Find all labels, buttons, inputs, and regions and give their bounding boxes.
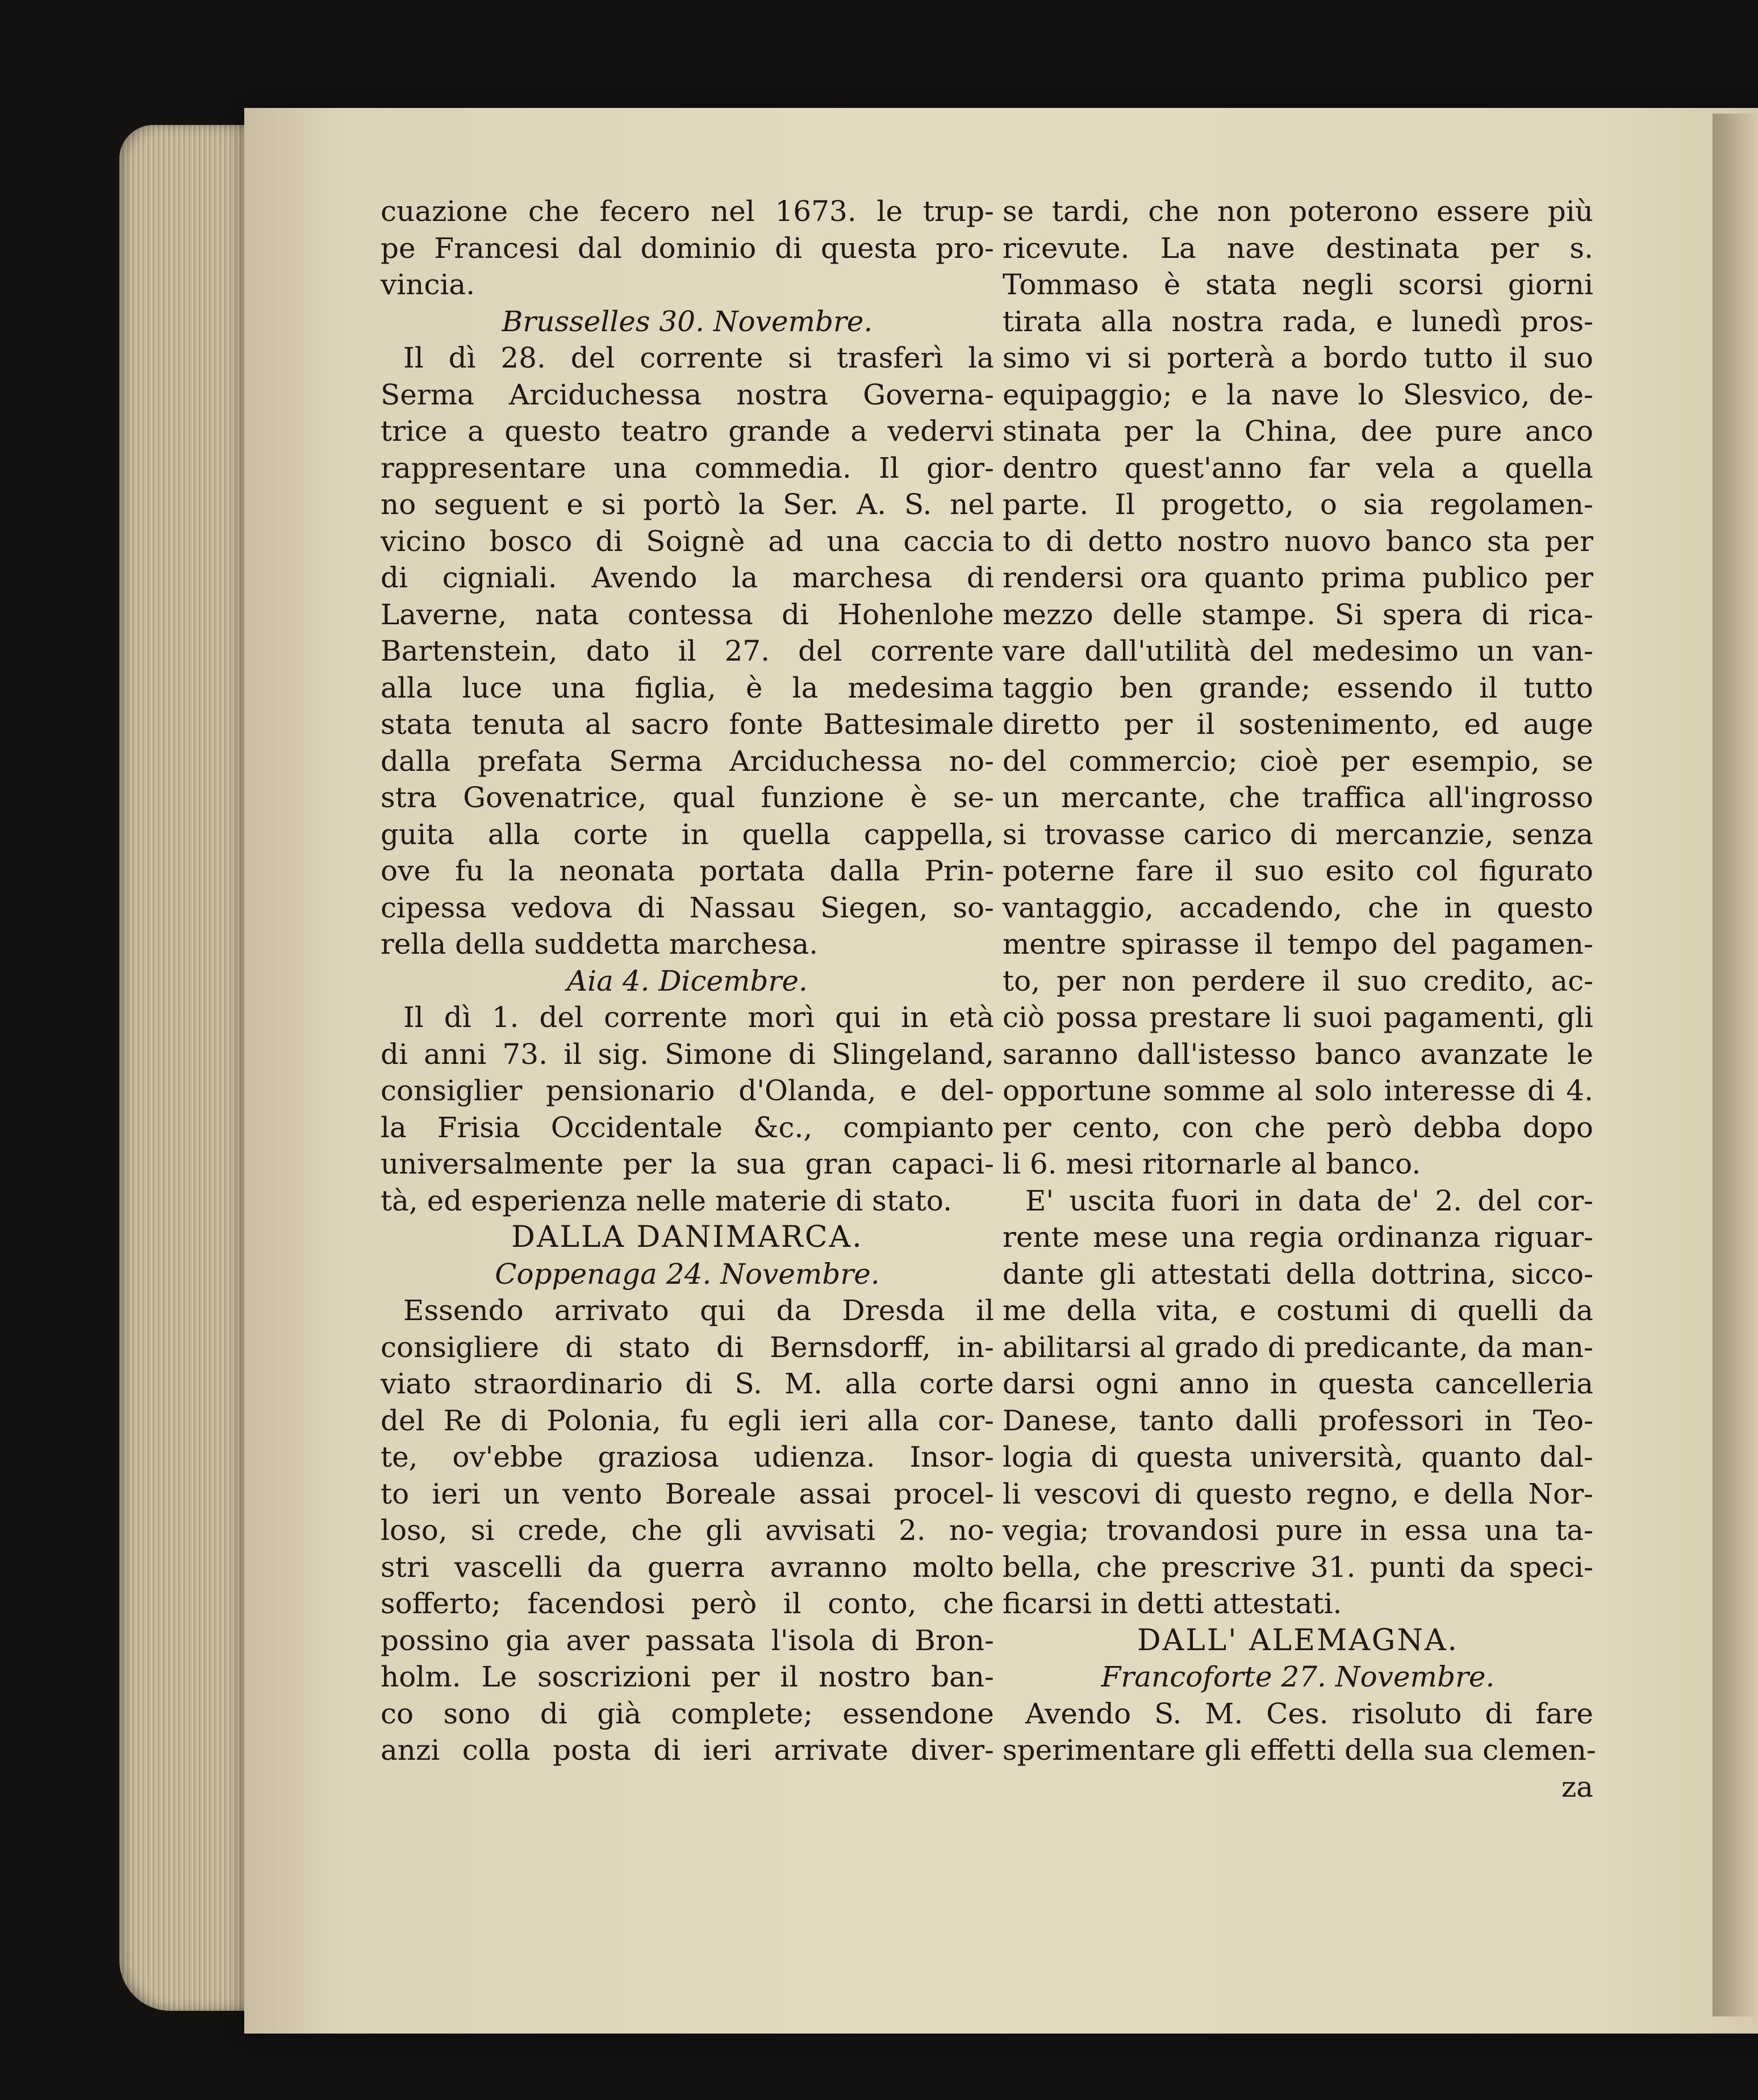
text-line: stri vascelli da guerra avranno molto	[381, 1550, 994, 1584]
text-line: Danese, tanto dalli professori in Teo-	[1003, 1404, 1593, 1437]
text-line: consigliere di stato di Bernsdorff, in-	[381, 1330, 994, 1364]
text-line: rella della suddetta marchesa.	[381, 928, 819, 961]
text-line: Serma Arciduchessa nostra Governa-	[381, 378, 994, 411]
text-line: pe Francesi dal dominio di questa pro-	[381, 231, 994, 265]
text-line: loso, si crede, che gli avvisati 2. no-	[381, 1514, 994, 1547]
text-line: un mercante, che traffica all'ingrosso	[1003, 781, 1593, 814]
text-line: sperimentare gli effetti della sua clemen-	[1003, 1734, 1596, 1767]
text-line: vegia; trovandosi pure in essa una ta-	[1003, 1514, 1593, 1547]
text-line: to, per non perdere il suo credito, ac-	[1003, 964, 1593, 997]
dateline-aia: Aia 4. Dicembre.	[567, 964, 808, 997]
text-line: dentro quest'anno far vela a quella	[1003, 451, 1593, 485]
text-line: li 6. mesi ritornarle al banco.	[1003, 1147, 1421, 1180]
text-line: dalla prefata Serma Arciduchessa no-	[381, 744, 994, 778]
text-line: abilitarsi al grado di predicante, da man-	[1003, 1330, 1593, 1364]
text-line: ciò possa prestare li suoi pagamenti, gli	[1003, 1001, 1593, 1034]
text-line: li vescovi di questo regno, e della Nor-	[1003, 1477, 1593, 1510]
dateline-coppenaga: Coppenaga 24. Novembre.	[495, 1257, 880, 1291]
text-line: del Re di Polonia, fu egli ieri alla cor-	[381, 1404, 994, 1437]
text-line: la Frisia Occidentale &c., compianto	[381, 1110, 994, 1144]
dateline-francoforte: Francoforte 27. Novembre.	[1101, 1660, 1495, 1693]
text-line: universalmente per la sua gran capaci-	[381, 1147, 994, 1180]
left-column	[381, 193, 994, 1769]
text-line: Tommaso è stata negli scorsi giorni	[1003, 268, 1593, 301]
text-line: vincia.	[381, 268, 475, 301]
text-line: Avendo S. M. Ces. risoluto di fare	[1025, 1697, 1593, 1730]
text-line: Bartenstein, dato il 27. del corrente	[381, 634, 994, 667]
text-line: no seguent e si portò la Ser. A. S. nel	[381, 488, 994, 521]
page-edges	[119, 125, 250, 2011]
text-line: tà, ed esperienza nelle materie di stato.	[381, 1184, 952, 1217]
text-line: rendersi ora quanto prima publico per	[1003, 561, 1593, 594]
text-line: holm. Le soscrizioni per il nostro ban-	[381, 1660, 994, 1693]
text-line: vantaggio, accadendo, che in questo	[1003, 891, 1593, 924]
text-line: Essendo arrivato qui da Dresda il	[403, 1294, 994, 1327]
text-line: cuazione che fecero nel 1673. le trup-	[381, 195, 994, 228]
text-line: cipessa vedova di Nassau Siegen, so-	[381, 891, 994, 924]
text-line: tirata alla nostra rada, e lunedì pros-	[1003, 304, 1593, 338]
text-line: stra Govenatrice, qual funzione è se-	[381, 781, 994, 814]
text-line: te, ov'ebbe graziosa udienza. Insor-	[381, 1441, 994, 1473]
text-line: equipaggio; e la nave lo Slesvico, de-	[1003, 378, 1593, 411]
text-line: del commercio; cioè per esempio, se	[1003, 744, 1593, 778]
text-line: si trovasse carico di mercanzie, senza	[1003, 817, 1593, 851]
text-line: E' uscita fuori in data de' 2. del cor-	[1025, 1184, 1593, 1217]
text-line: stinata per la China, dee pure anco	[1003, 415, 1593, 448]
text-line: to ieri un vento Boreale assai procel-	[381, 1477, 994, 1510]
text-line: me della vita, e costumi di quelli da	[1003, 1294, 1593, 1327]
text-line: se tardi, che non poterono essere più	[1003, 195, 1593, 228]
text-line: di anni 73. il sig. Simone di Slingeland,	[381, 1037, 994, 1071]
catchword: za	[1561, 1770, 1593, 1803]
dateline-brussels: Brusselles 30. Novembre.	[502, 304, 873, 338]
text-line: co sono di già complete; essendone	[381, 1697, 994, 1730]
text-line: saranno dall'istesso banco avanzate le	[1003, 1037, 1593, 1071]
text-line: sofferto; facendosi però il conto, che	[381, 1587, 994, 1620]
text-line: logia di questa università, quanto dal-	[1003, 1441, 1593, 1473]
text-line: Laverne, nata contessa di Hohenlohe	[381, 598, 994, 631]
text-line: taggio ben grande; essendo il tutto	[1003, 671, 1593, 704]
text-line: Il dì 1. del corrente morì qui in età	[403, 1001, 994, 1034]
text-line: Il dì 28. del corrente si trasferì la	[403, 341, 994, 374]
text-line: vicino bosco di Soignè ad una caccia	[381, 524, 994, 558]
text-line: rappresentare una commedia. Il gior-	[381, 451, 994, 485]
text-line: viato straordinario di S. M. alla corte	[381, 1367, 994, 1400]
text-line: possino gia aver passata l'isola di Bron-	[381, 1623, 994, 1657]
section-heading-alemagna: DALL' ALEMAGNA.	[1137, 1623, 1459, 1658]
text-line: stata tenuta al sacro fonte Battesimale	[381, 708, 994, 741]
text-line: ricevute. La nave destinata per s.	[1003, 231, 1593, 265]
text-line: parte. Il progetto, o sia regolamen-	[1003, 488, 1593, 521]
text-line: anzi colla posta di ieri arrivate diver-	[381, 1734, 994, 1767]
facing-page-edge	[1713, 114, 1758, 2016]
text-line: rente mese una regia ordinanza riguar-	[1003, 1221, 1593, 1254]
text-line: simo vi si porterà a bordo tutto il suo	[1003, 341, 1593, 374]
text-line: to di detto nostro nuovo banco sta per	[1003, 524, 1593, 558]
text-line: opportune somme al solo interesse di 4.	[1003, 1074, 1593, 1107]
text-line: darsi ogni anno in questa cancelleria	[1003, 1367, 1593, 1400]
text-line: dante gli attestati della dottrina, sicco-	[1003, 1257, 1593, 1291]
text-line: bella, che prescrive 31. punti da speci-	[1003, 1550, 1593, 1584]
text-line: consiglier pensionario d'Olanda, e del-	[381, 1074, 994, 1107]
text-line: mentre spirasse il tempo del pagamen-	[1003, 928, 1593, 961]
text-line: di cigniali. Avendo la marchesa di	[381, 561, 994, 594]
text-line: trice a questo teatro grande a vedervi	[381, 415, 994, 448]
text-line: ove fu la neonata portata dalla Prin-	[381, 854, 994, 887]
text-line: guita alla corte in quella cappella,	[381, 817, 994, 851]
right-column	[1003, 193, 1596, 1805]
text-line: diretto per il sostenimento, ed auge	[1003, 708, 1593, 741]
text-line: poterne fare il suo esito col figurato	[1003, 854, 1593, 887]
section-heading-danimarca: DALLA DANIMARCA.	[511, 1220, 863, 1254]
text-line: alla luce una figlia, è la medesima	[381, 671, 994, 704]
text-line: vare dall'utilità del medesimo un van-	[1003, 634, 1593, 667]
text-line: ficarsi in detti attestati.	[1003, 1587, 1342, 1620]
text-line: per cento, con che però debba dopo	[1003, 1110, 1593, 1144]
text-line: mezzo delle stampe. Si spera di rica-	[1003, 598, 1593, 631]
